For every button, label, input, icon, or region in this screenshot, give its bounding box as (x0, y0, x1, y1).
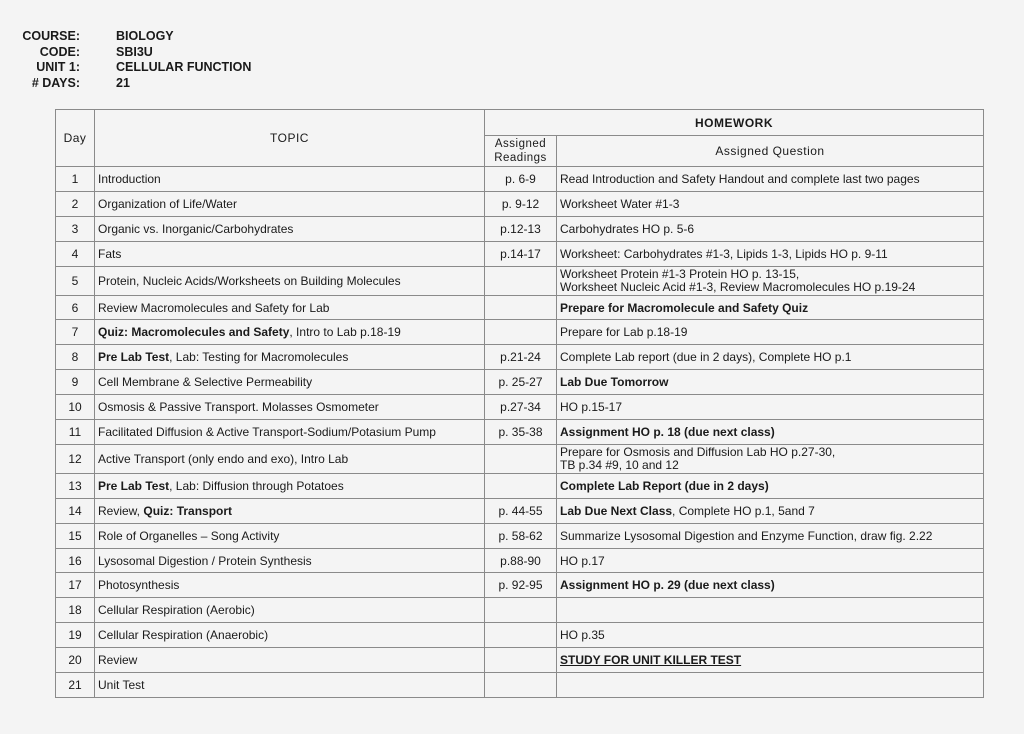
table-row (56, 216, 984, 241)
day-cell: 9 (56, 370, 95, 395)
table-row (56, 345, 984, 370)
question-cell: Prepare for Lab p.18-19 (557, 320, 984, 345)
code-row (10, 45, 251, 61)
table-row (56, 598, 984, 623)
question-cell: Worksheet: Carbohydrates #1-3, Lipids 1-3, Lipids HO p. 9-11 (557, 241, 984, 266)
topic-rest: , Lab: Diffusion through Potatoes (169, 478, 344, 493)
table-row (56, 473, 984, 498)
topic-bold: Quiz: Transport (143, 503, 233, 518)
day-cell: 18 (56, 598, 95, 623)
topic-bold: Pre Lab Test (98, 478, 170, 493)
reading-cell (485, 648, 557, 673)
topic-cell: Protein, Nucleic Acids/Worksheets on Building Molecules (95, 266, 485, 295)
day-cell: 15 (56, 523, 95, 548)
code-value: SBI3U (116, 44, 153, 59)
day-cell: 11 (56, 420, 95, 445)
topic-cell: Cell Membrane & Selective Permeability (95, 370, 485, 395)
days-row (10, 76, 251, 92)
question-cell: Lab Due Tomorrow (557, 370, 984, 395)
course-row (10, 29, 251, 45)
header-assigned-readings (485, 136, 557, 167)
header-homework: HOMEWORK (485, 110, 984, 136)
reading-cell (485, 473, 557, 498)
reading-cell: p.12-13 (485, 216, 557, 241)
days-label: # DAYS: (31, 75, 80, 90)
unit-label: UNIT 1: (36, 60, 80, 74)
question-cell: Read Introduction and Safety Handout and complete last two pages (557, 167, 984, 192)
topic-cell: Role of Organelles – Song Activity (95, 523, 485, 548)
topic-cell: Lysosomal Digestion / Protein Synthesis (95, 548, 485, 573)
reading-cell (485, 266, 557, 295)
table-row (56, 444, 984, 473)
day-cell: 13 (56, 473, 95, 498)
day-cell: 16 (56, 548, 95, 573)
topic-cell (95, 345, 485, 370)
day-cell: 6 (56, 295, 95, 320)
topic-cell: Unit Test (95, 673, 485, 698)
topic-cell: Organization of Life/Water (95, 191, 485, 216)
topic-cell: Fats (95, 241, 485, 266)
topic-rest: , Intro to Lab p.18-19 (289, 325, 401, 340)
unit-schedule-table (55, 109, 984, 698)
topic-cell: Photosynthesis (95, 573, 485, 598)
table-row (56, 395, 984, 420)
header-assigned-question: Assigned Question (557, 136, 984, 167)
day-cell: 3 (56, 216, 95, 241)
course-value: BIOLOGY (116, 29, 174, 43)
day-cell: 21 (56, 673, 95, 698)
unit-row (10, 60, 251, 76)
reading-cell: p.27-34 (485, 395, 557, 420)
question-line-2: TB p.34 #9, 10 and 12 (560, 457, 679, 472)
table-row (56, 320, 984, 345)
table-row (56, 241, 984, 266)
reading-cell: p. 44-55 (485, 498, 557, 523)
day-cell: 19 (56, 623, 95, 648)
topic-cell: Facilitated Diffusion & Active Transport-Sodium/Potasium Pump (95, 420, 485, 445)
day-cell: 2 (56, 191, 95, 216)
topic-cell: Review Macromolecules and Safety for Lab (95, 295, 485, 320)
question-cell (557, 266, 984, 295)
code-label: CODE: (39, 44, 80, 59)
reading-cell: p. 92-95 (485, 573, 557, 598)
header-readings-line2: Readings (494, 152, 547, 164)
reading-cell (485, 444, 557, 473)
table-row (56, 370, 984, 395)
question-cell: Complete Lab Report (due in 2 days) (557, 473, 984, 498)
question-line-1: Worksheet Protein #1-3 Protein HO p. 13-15, (560, 266, 800, 281)
question-bold: Lab Due Next Class (560, 503, 673, 518)
table-row (56, 648, 984, 673)
question-cell: STUDY FOR UNIT KILLER TEST (557, 648, 984, 673)
question-line-1: Prepare for Osmosis and Diffusion Lab HO p.27-30, (560, 444, 836, 459)
day-cell: 8 (56, 345, 95, 370)
question-cell (557, 598, 984, 623)
header-day: Day (56, 110, 95, 167)
days-value: 21 (116, 75, 130, 90)
day-cell: 20 (56, 648, 95, 673)
topic-plain: Review, (98, 503, 144, 518)
question-cell: Complete Lab report (due in 2 days), Complete HO p.1 (557, 345, 984, 370)
day-cell: 4 (56, 241, 95, 266)
table-row (56, 420, 984, 445)
question-cell (557, 498, 984, 523)
topic-cell (95, 473, 485, 498)
question-cell: HO p.15-17 (557, 395, 984, 420)
table-row (56, 498, 984, 523)
table-row (56, 191, 984, 216)
day-cell: 7 (56, 320, 95, 345)
reading-cell: p.14-17 (485, 241, 557, 266)
question-line-2: Worksheet Nucleic Acid #1-3, Review Macromolecules HO p.19-24 (560, 279, 916, 294)
question-cell: HO p.35 (557, 623, 984, 648)
question-cell: HO p.17 (557, 548, 984, 573)
reading-cell: p. 58-62 (485, 523, 557, 548)
topic-bold: Pre Lab Test (98, 350, 170, 365)
topic-bold: Quiz: Macromolecules and Safety (98, 325, 290, 340)
reading-cell: p. 6-9 (485, 167, 557, 192)
day-cell: 5 (56, 266, 95, 295)
question-cell (557, 673, 984, 698)
reading-cell (485, 673, 557, 698)
reading-cell: p.88-90 (485, 548, 557, 573)
question-cell: Summarize Lysosomal Digestion and Enzyme Function, draw fig. 2.22 (557, 523, 984, 548)
question-cell: Prepare for Macromolecule and Safety Quiz (557, 295, 984, 320)
table-row (56, 623, 984, 648)
day-cell: 14 (56, 498, 95, 523)
table-row (56, 523, 984, 548)
table-row (56, 266, 984, 295)
reading-cell: p. 35-38 (485, 420, 557, 445)
topic-rest: , Lab: Testing for Macromolecules (169, 350, 349, 365)
topic-cell (95, 320, 485, 345)
table-row (56, 295, 984, 320)
question-cell (557, 444, 984, 473)
reading-cell (485, 598, 557, 623)
topic-cell: Review (95, 648, 485, 673)
course-info-header (10, 29, 251, 91)
topic-cell: Cellular Respiration (Aerobic) (95, 598, 485, 623)
table-row (56, 573, 984, 598)
topic-cell: Cellular Respiration (Anaerobic) (95, 623, 485, 648)
header-readings-line1: Assigned (494, 138, 547, 150)
reading-cell: p.21-24 (485, 345, 557, 370)
reading-cell (485, 295, 557, 320)
reading-cell (485, 623, 557, 648)
header-topic: TOPIC (95, 110, 485, 167)
topic-cell: Active Transport (only endo and exo), Intro Lab (95, 444, 485, 473)
question-cell: Assignment HO p. 29 (due next class) (557, 573, 984, 598)
topic-cell: Osmosis & Passive Transport. Molasses Osmometer (95, 395, 485, 420)
topic-cell: Introduction (95, 167, 485, 192)
reading-cell: p. 9-12 (485, 191, 557, 216)
day-cell: 10 (56, 395, 95, 420)
table-row (56, 548, 984, 573)
question-cell: Assignment HO p. 18 (due next class) (557, 420, 984, 445)
table-row (56, 673, 984, 698)
day-cell: 17 (56, 573, 95, 598)
question-cell: Carbohydrates HO p. 5-6 (557, 216, 984, 241)
course-label: COURSE: (22, 29, 80, 43)
unit-value: CELLULAR FUNCTION (116, 60, 252, 74)
question-rest: , Complete HO p.1, 5and 7 (672, 503, 815, 518)
topic-cell (95, 498, 485, 523)
reading-cell (485, 320, 557, 345)
reading-cell: p. 25-27 (485, 370, 557, 395)
question-cell: Worksheet Water #1-3 (557, 191, 984, 216)
table-row (56, 167, 984, 192)
day-cell: 12 (56, 444, 95, 473)
day-cell: 1 (56, 167, 95, 192)
topic-cell: Organic vs. Inorganic/Carbohydrates (95, 216, 485, 241)
